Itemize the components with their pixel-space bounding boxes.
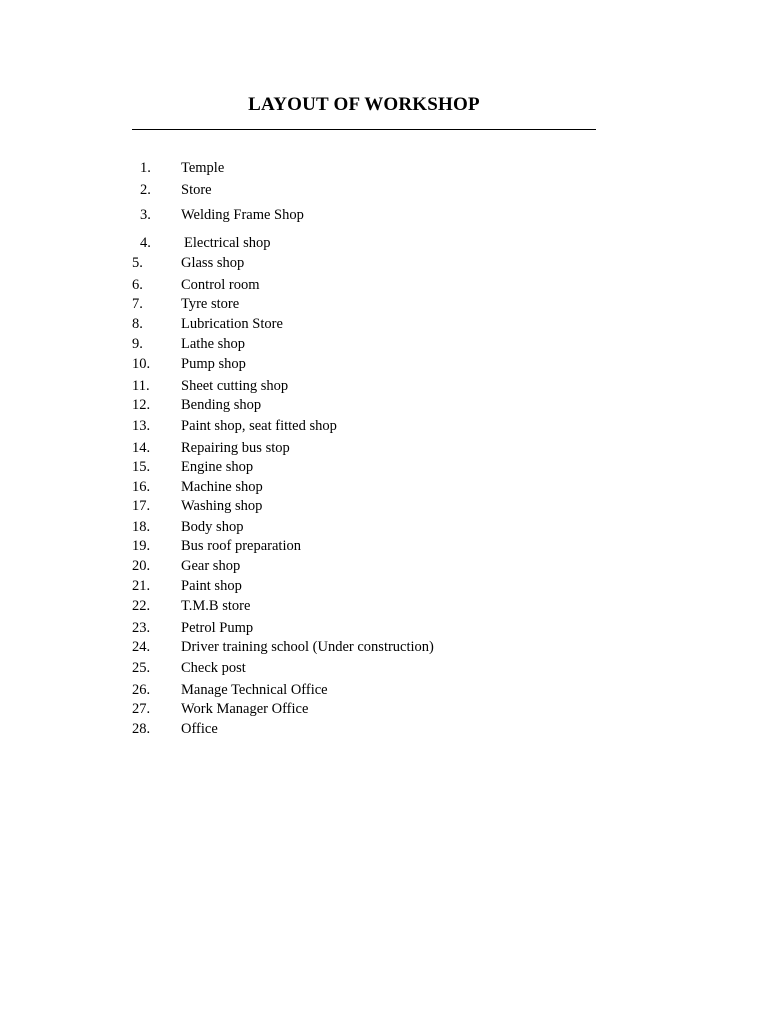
item-number: 27. [132,701,151,717]
item-number: 24. [132,639,151,655]
item-label: Lathe shop [181,336,246,352]
item-label: Paint shop [181,578,242,594]
item-label: Welding Frame Shop [181,207,304,223]
item-number: 20. [132,558,151,574]
item-number: 21. [132,578,151,594]
item-label: Temple [181,160,225,176]
item-label: T.M.B store [181,598,251,614]
item-label: Driver training school (Under construction) [181,639,434,655]
item-number: 2. [140,182,151,198]
item-label: Manage Technical Office [181,682,328,698]
item-number: 10. [132,356,151,372]
item-label: Glass shop [181,255,245,271]
item-label: Repairing bus stop [181,440,290,456]
item-label: Store [181,182,212,198]
page-title: LAYOUT OF WORKSHOP [248,94,480,115]
item-number: 23. [132,620,151,636]
item-number: 11. [132,378,150,394]
item-label: Body shop [181,519,244,535]
item-number: 12. [132,397,151,413]
item-number: 17. [132,498,151,514]
item-number: 28. [132,721,151,737]
item-number: 25. [132,660,151,676]
item-label: Sheet cutting shop [181,378,289,394]
item-label: Machine shop [181,479,263,495]
item-number: 7. [132,296,143,312]
item-number: 26. [132,682,151,698]
item-label: Work Manager Office [181,701,309,717]
item-label: Engine shop [181,459,254,475]
item-number: 6. [132,277,143,293]
item-number: 1. [140,160,151,176]
item-number: 15. [132,459,151,475]
item-number: 16. [132,479,151,495]
item-number: 22. [132,598,151,614]
item-label: Check post [181,660,246,676]
item-label: Office [181,721,218,737]
item-number: 5. [132,255,143,271]
item-number: 14. [132,440,151,456]
item-label: Paint shop, seat fitted shop [181,418,337,434]
item-number: 8. [132,316,143,332]
item-number: 3. [140,207,151,223]
item-label: Pump shop [181,356,246,372]
item-label: Electrical shop [184,235,271,251]
item-number: 9. [132,336,143,352]
item-label: Control room [181,277,260,293]
item-label: Gear shop [181,558,241,574]
item-label: Tyre store [181,296,240,312]
item-number: 18. [132,519,151,535]
item-label: Bus roof preparation [181,538,301,554]
item-label: Petrol Pump [181,620,254,636]
title-underline [132,129,596,130]
item-number: 4. [140,235,151,251]
item-number: 19. [132,538,151,554]
item-label: Lubrication Store [181,316,283,332]
item-label: Bending shop [181,397,262,413]
item-number: 13. [132,418,151,434]
item-label: Washing shop [181,498,263,514]
